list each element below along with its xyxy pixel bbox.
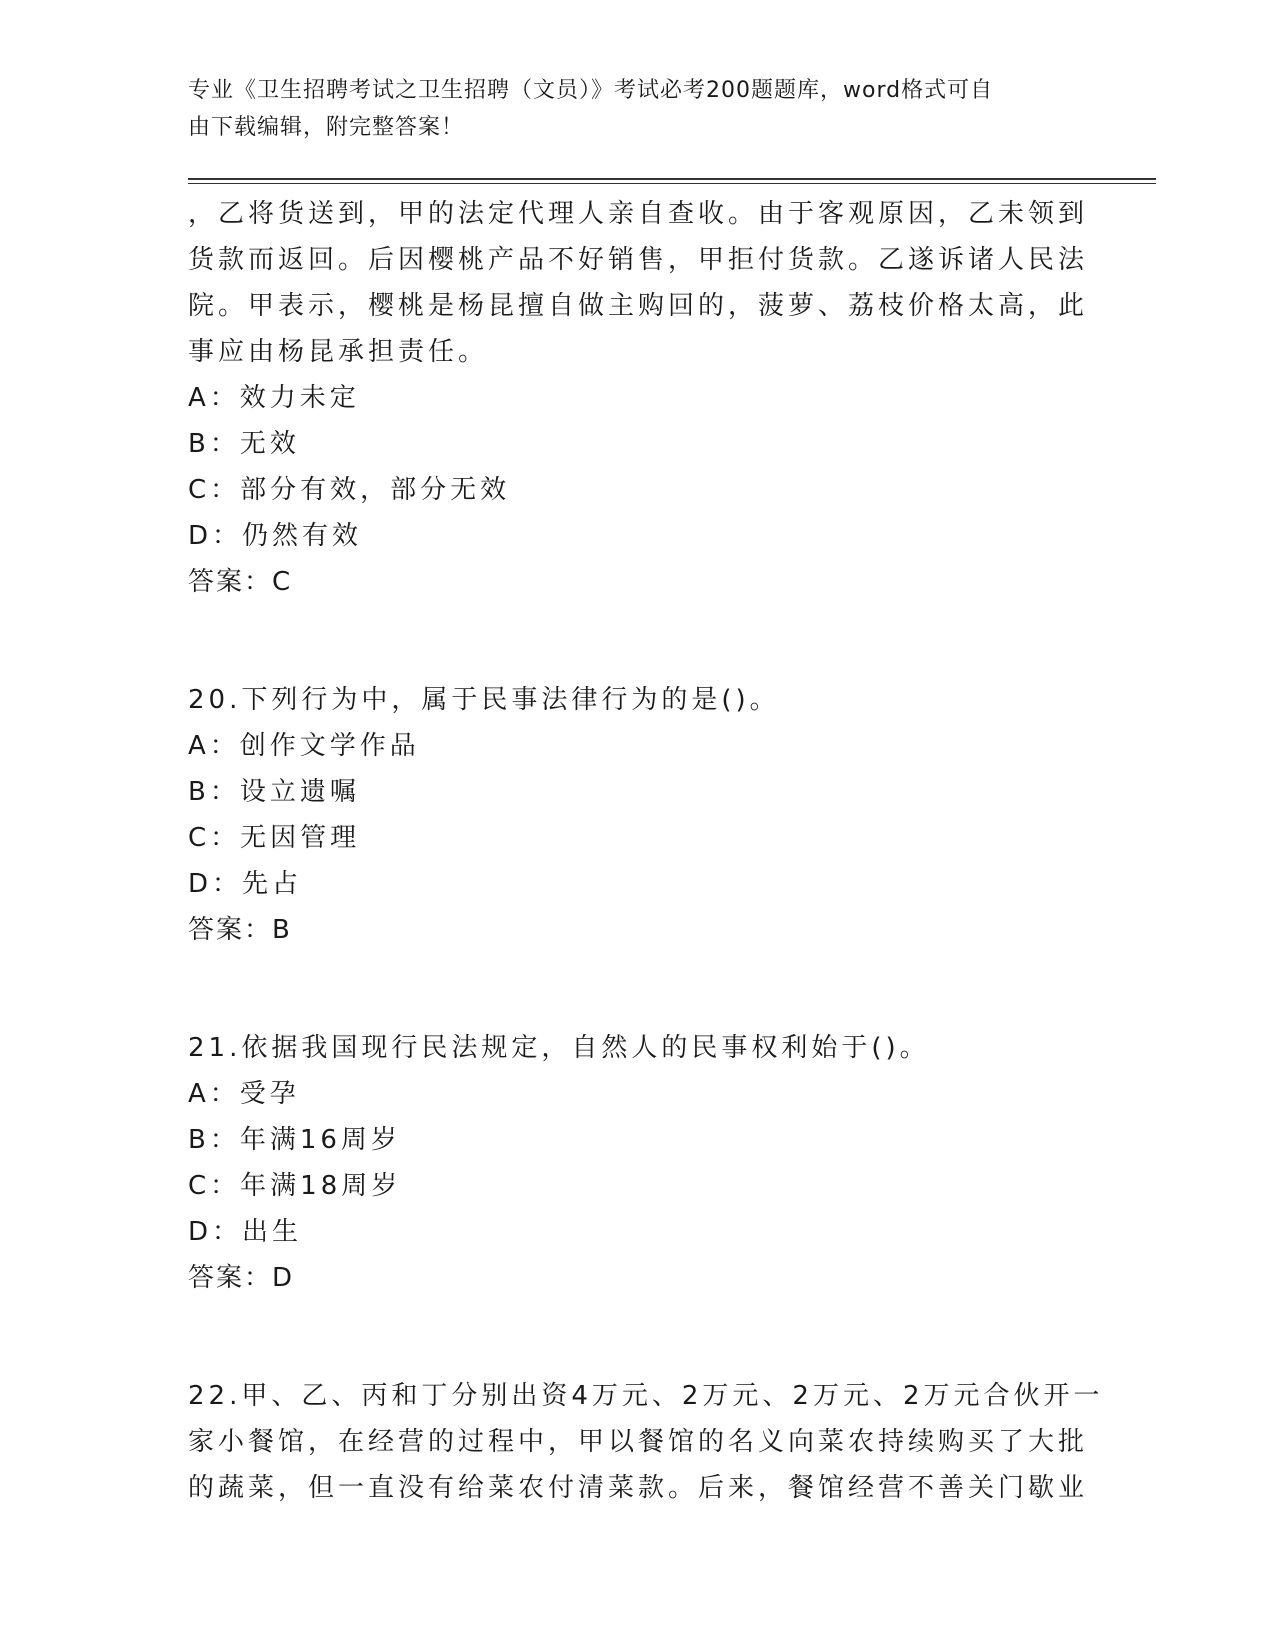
option-c: C：部分有效，部分无效 bbox=[188, 475, 511, 505]
answer-line: 答案：D bbox=[188, 1263, 295, 1293]
question-text-line: 家小餐馆，在经营的过程中，甲以餐馆的名义向菜农持续购买了大批 bbox=[188, 1427, 1089, 1457]
question-text-line: 20.下列行为中，属于民事法律行为的是()。 bbox=[188, 685, 780, 715]
option-c: C：年满18周岁 bbox=[188, 1171, 402, 1201]
option-a: A：效力未定 bbox=[188, 383, 360, 413]
question-text-line: 21.依据我国现行民法规定，自然人的民事权利始于()。 bbox=[188, 1033, 930, 1063]
question-text-line: 货款而返回。后因樱桃产品不好销售，甲拒付货款。乙遂诉诸人民法 bbox=[188, 245, 1089, 275]
header-line-1: 专业《卫生招聘考试之卫生招聘（文员）》考试必考200题题库，word格式可自 bbox=[188, 78, 994, 103]
document-body bbox=[188, 191, 1104, 1511]
question-text-line: ，乙将货送到，甲的法定代理人亲自查收。由于客观原因，乙未领到 bbox=[188, 199, 1089, 229]
question-text-line: 院。甲表示，樱桃是杨昆擅自做主购回的，菠萝、荔枝价格太高，此 bbox=[188, 291, 1089, 321]
question-block-22 bbox=[188, 1373, 1104, 1511]
header-divider-thin bbox=[188, 183, 1156, 184]
option-b: B：无效 bbox=[188, 429, 300, 459]
option-b: B：设立遗嘱 bbox=[188, 777, 360, 807]
option-c: C：无因管理 bbox=[188, 823, 361, 853]
answer-line: 答案：B bbox=[188, 915, 292, 945]
option-a: A：受孕 bbox=[188, 1079, 300, 1109]
question-block-continued bbox=[188, 191, 1088, 605]
header-line-2: 由下载编辑，附完整答案！ bbox=[188, 115, 465, 140]
question-block-21 bbox=[188, 1025, 1088, 1301]
question-block-20 bbox=[188, 677, 1088, 953]
question-text-line: 22.甲、乙、丙和丁分别出资4万元、2万元、2万元、2万元合伙开一 bbox=[188, 1381, 1104, 1411]
option-d: D：仍然有效 bbox=[188, 521, 363, 551]
answer-line: 答案：C bbox=[188, 567, 293, 597]
option-b: B：年满16周岁 bbox=[188, 1125, 401, 1155]
document-header bbox=[188, 72, 1068, 146]
option-a: A：创作文学作品 bbox=[188, 731, 420, 761]
question-text-line: 的蔬菜，但一直没有给菜农付清菜款。后来，餐馆经营不善关门歇业 bbox=[188, 1473, 1089, 1503]
option-d: D：先占 bbox=[188, 869, 303, 899]
option-d: D：出生 bbox=[188, 1217, 303, 1247]
header-divider-thick bbox=[188, 178, 1156, 180]
question-text-line: 事应由杨昆承担责任。 bbox=[188, 337, 489, 367]
